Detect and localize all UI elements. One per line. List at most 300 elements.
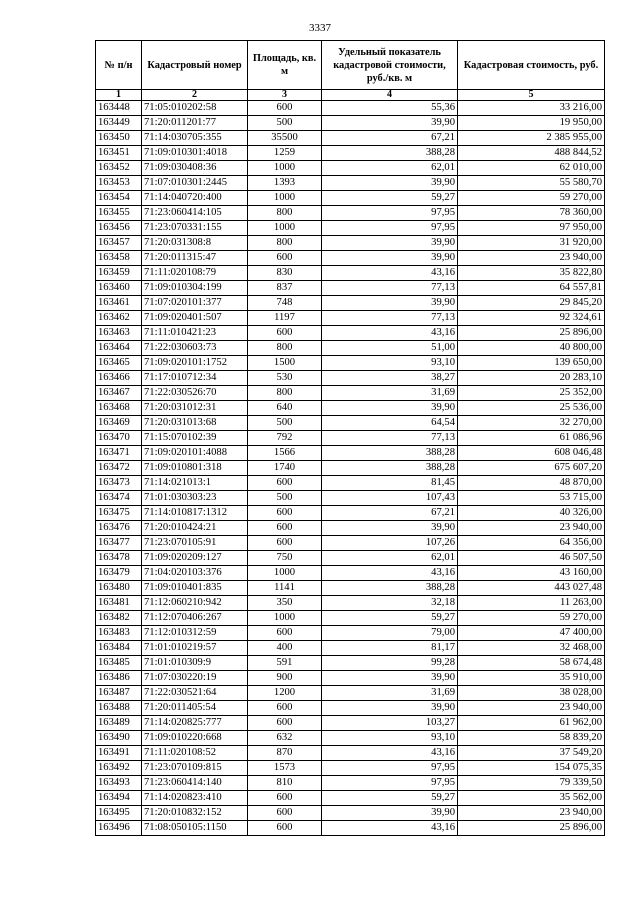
area: 1566 (248, 446, 322, 461)
table-row (96, 761, 605, 776)
cadastral-value: 37 549,20 (458, 746, 605, 761)
cadastral-number: 71:01:010219:57 (142, 641, 248, 656)
row-index: 163448 (96, 101, 142, 116)
specific-value: 39,90 (322, 251, 458, 266)
row-index: 163495 (96, 806, 142, 821)
specific-value: 55,36 (322, 101, 458, 116)
table-row (96, 806, 605, 821)
cadastral-value: 92 324,61 (458, 311, 605, 326)
row-index: 163478 (96, 551, 142, 566)
cadastral-number: 71:07:020101:377 (142, 296, 248, 311)
area: 600 (248, 101, 322, 116)
row-index: 163483 (96, 626, 142, 641)
cadastral-value: 40 326,00 (458, 506, 605, 521)
specific-value: 81,17 (322, 641, 458, 656)
row-index: 163452 (96, 161, 142, 176)
cadastral-value: 78 360,00 (458, 206, 605, 221)
cadastral-number: 71:09:020101:4088 (142, 446, 248, 461)
area: 900 (248, 671, 322, 686)
cadastral-number: 71:14:020825:777 (142, 716, 248, 731)
specific-value: 62,01 (322, 551, 458, 566)
area: 600 (248, 821, 322, 836)
table-row (96, 581, 605, 596)
table-row (96, 671, 605, 686)
table-body (96, 101, 605, 836)
cadastral-value: 97 950,00 (458, 221, 605, 236)
page-number: 3337 (309, 22, 331, 34)
specific-value: 39,90 (322, 806, 458, 821)
row-index: 163477 (96, 536, 142, 551)
cadastral-number: 71:11:010421:23 (142, 326, 248, 341)
cadastral-value: 675 607,20 (458, 461, 605, 476)
area: 400 (248, 641, 322, 656)
header-cadastral-value: Кадастровая стоимость, руб. (458, 41, 605, 90)
cadastral-value: 32 270,00 (458, 416, 605, 431)
cadastral-value: 61 962,00 (458, 716, 605, 731)
cadastral-number: 71:20:010424:21 (142, 521, 248, 536)
row-index: 163476 (96, 521, 142, 536)
row-index: 163464 (96, 341, 142, 356)
row-index: 163480 (96, 581, 142, 596)
cadastral-value: 139 650,00 (458, 356, 605, 371)
area: 1259 (248, 146, 322, 161)
row-index: 163472 (96, 461, 142, 476)
specific-value: 97,95 (322, 776, 458, 791)
row-index: 163462 (96, 311, 142, 326)
row-index: 163453 (96, 176, 142, 191)
row-index: 163470 (96, 431, 142, 446)
specific-value: 97,95 (322, 206, 458, 221)
cadastral-number: 71:09:010801:318 (142, 461, 248, 476)
specific-value: 31,69 (322, 686, 458, 701)
row-index: 163479 (96, 566, 142, 581)
row-index: 163467 (96, 386, 142, 401)
table-row (96, 131, 605, 146)
table-row (96, 236, 605, 251)
row-index: 163449 (96, 116, 142, 131)
cadastral-number: 71:14:040720:400 (142, 191, 248, 206)
area: 1573 (248, 761, 322, 776)
cadastral-value: 61 086,96 (458, 431, 605, 446)
cadastral-number: 71:22:030521:64 (142, 686, 248, 701)
table-row (96, 731, 605, 746)
specific-value: 99,28 (322, 656, 458, 671)
cadastral-number: 71:11:020108:79 (142, 266, 248, 281)
specific-value: 59,27 (322, 791, 458, 806)
cadastral-value: 23 940,00 (458, 251, 605, 266)
row-index: 163482 (96, 611, 142, 626)
header-specific-value: Удельный показатель кадастровой стоимости, руб./кв. м (322, 41, 458, 90)
area: 632 (248, 731, 322, 746)
cadastral-number: 71:07:030220:19 (142, 671, 248, 686)
row-index: 163460 (96, 281, 142, 296)
cadastral-number: 71:20:010832:152 (142, 806, 248, 821)
table-row (96, 791, 605, 806)
column-number-row (96, 90, 605, 101)
cadastral-value-table (95, 40, 605, 836)
cadastral-number: 71:09:010304:199 (142, 281, 248, 296)
row-index: 163456 (96, 221, 142, 236)
table-row (96, 461, 605, 476)
cadastral-value: 608 046,48 (458, 446, 605, 461)
cadastral-number: 71:14:020823:410 (142, 791, 248, 806)
row-index: 163474 (96, 491, 142, 506)
cadastral-number: 71:20:011201:77 (142, 116, 248, 131)
cadastral-number: 71:23:070109:815 (142, 761, 248, 776)
cadastral-number: 71:01:010309:9 (142, 656, 248, 671)
cadastral-value: 58 839,20 (458, 731, 605, 746)
specific-value: 43,16 (322, 326, 458, 341)
area: 500 (248, 116, 322, 131)
area: 1000 (248, 611, 322, 626)
cadastral-number: 71:11:020108:52 (142, 746, 248, 761)
table-row (96, 281, 605, 296)
area: 600 (248, 701, 322, 716)
specific-value: 77,13 (322, 431, 458, 446)
area: 530 (248, 371, 322, 386)
specific-value: 77,13 (322, 281, 458, 296)
area: 600 (248, 716, 322, 731)
table-row (96, 506, 605, 521)
cadastral-value: 79 339,50 (458, 776, 605, 791)
cadastral-value: 19 950,00 (458, 116, 605, 131)
row-index: 163459 (96, 266, 142, 281)
table-row (96, 566, 605, 581)
area: 800 (248, 236, 322, 251)
specific-value: 388,28 (322, 581, 458, 596)
specific-value: 38,27 (322, 371, 458, 386)
cadastral-number: 71:07:010301:2445 (142, 176, 248, 191)
specific-value: 39,90 (322, 116, 458, 131)
table-row (96, 491, 605, 506)
cadastral-value: 59 270,00 (458, 191, 605, 206)
specific-value: 51,00 (322, 341, 458, 356)
table-row (96, 551, 605, 566)
cadastral-value: 48 870,00 (458, 476, 605, 491)
specific-value: 43,16 (322, 746, 458, 761)
table-row (96, 476, 605, 491)
cadastral-value: 53 715,00 (458, 491, 605, 506)
cadastral-value: 11 263,00 (458, 596, 605, 611)
cadastral-number: 71:23:070105:91 (142, 536, 248, 551)
specific-value: 32,18 (322, 596, 458, 611)
cadastral-number: 71:14:021013:1 (142, 476, 248, 491)
table-row (96, 386, 605, 401)
specific-value: 31,69 (322, 386, 458, 401)
table-row (96, 686, 605, 701)
cadastral-value: 35 822,80 (458, 266, 605, 281)
row-index: 163481 (96, 596, 142, 611)
specific-value: 62,01 (322, 161, 458, 176)
cadastral-number: 71:14:010817:1312 (142, 506, 248, 521)
cadastral-value: 25 536,00 (458, 401, 605, 416)
area: 1000 (248, 566, 322, 581)
table-row (96, 416, 605, 431)
area: 500 (248, 416, 322, 431)
header-cadastral-number: Кадастровый номер (142, 41, 248, 90)
table-row (96, 296, 605, 311)
row-index: 163469 (96, 416, 142, 431)
row-index: 163461 (96, 296, 142, 311)
cadastral-number: 71:12:060210:942 (142, 596, 248, 611)
cadastral-value: 43 160,00 (458, 566, 605, 581)
cadastral-number: 71:23:070331:155 (142, 221, 248, 236)
row-index: 163492 (96, 761, 142, 776)
table-row (96, 176, 605, 191)
cadastral-number: 71:20:011405:54 (142, 701, 248, 716)
specific-value: 81,45 (322, 476, 458, 491)
cadastral-value: 64 557,81 (458, 281, 605, 296)
specific-value: 39,90 (322, 521, 458, 536)
cadastral-value: 32 468,00 (458, 641, 605, 656)
cadastral-number: 71:05:010202:58 (142, 101, 248, 116)
table-row (96, 431, 605, 446)
cadastral-value: 29 845,20 (458, 296, 605, 311)
cadastral-number: 71:22:030526:70 (142, 386, 248, 401)
area: 800 (248, 341, 322, 356)
row-index: 163493 (96, 776, 142, 791)
area: 600 (248, 626, 322, 641)
row-index: 163451 (96, 146, 142, 161)
cadastral-value: 59 270,00 (458, 611, 605, 626)
table-row (96, 521, 605, 536)
cadastral-number: 71:15:070102:39 (142, 431, 248, 446)
table-row (96, 626, 605, 641)
table-row (96, 101, 605, 116)
specific-value: 39,90 (322, 671, 458, 686)
specific-value: 79,00 (322, 626, 458, 641)
specific-value: 39,90 (322, 176, 458, 191)
table-row (96, 371, 605, 386)
row-index: 163486 (96, 671, 142, 686)
table-row (96, 641, 605, 656)
row-index: 163471 (96, 446, 142, 461)
cadastral-number: 71:09:020401:507 (142, 311, 248, 326)
cadastral-number: 71:09:010301:4018 (142, 146, 248, 161)
row-index: 163475 (96, 506, 142, 521)
area: 600 (248, 251, 322, 266)
column-number: 3 (248, 90, 322, 101)
area: 600 (248, 806, 322, 821)
area: 800 (248, 206, 322, 221)
table-row (96, 251, 605, 266)
cadastral-value: 443 027,48 (458, 581, 605, 596)
area: 830 (248, 266, 322, 281)
cadastral-number: 71:09:020101:1752 (142, 356, 248, 371)
area: 1000 (248, 221, 322, 236)
area: 1200 (248, 686, 322, 701)
specific-value: 388,28 (322, 461, 458, 476)
table-row (96, 116, 605, 131)
cadastral-number: 71:20:031012:31 (142, 401, 248, 416)
cadastral-value: 62 010,00 (458, 161, 605, 176)
table-row (96, 356, 605, 371)
specific-value: 97,95 (322, 221, 458, 236)
specific-value: 77,13 (322, 311, 458, 326)
cadastral-number: 71:09:030408:36 (142, 161, 248, 176)
cadastral-number: 71:20:031308:8 (142, 236, 248, 251)
table-row (96, 206, 605, 221)
specific-value: 59,27 (322, 611, 458, 626)
cadastral-number: 71:20:031013:68 (142, 416, 248, 431)
cadastral-value: 23 940,00 (458, 701, 605, 716)
cadastral-value: 25 896,00 (458, 326, 605, 341)
row-index: 163473 (96, 476, 142, 491)
cadastral-number: 71:09:010401:835 (142, 581, 248, 596)
header-index: № п/н (96, 41, 142, 90)
header-row (96, 41, 605, 90)
specific-value: 39,90 (322, 401, 458, 416)
row-index: 163485 (96, 656, 142, 671)
row-index: 163484 (96, 641, 142, 656)
table-row (96, 716, 605, 731)
cadastral-number: 71:09:010220:668 (142, 731, 248, 746)
area: 1393 (248, 176, 322, 191)
specific-value: 43,16 (322, 566, 458, 581)
cadastral-value: 488 844,52 (458, 146, 605, 161)
specific-value: 388,28 (322, 446, 458, 461)
table-row (96, 821, 605, 836)
cadastral-number: 71:22:030603:73 (142, 341, 248, 356)
area: 1500 (248, 356, 322, 371)
specific-value: 43,16 (322, 266, 458, 281)
cadastral-value: 23 940,00 (458, 806, 605, 821)
table-row (96, 146, 605, 161)
row-index: 163490 (96, 731, 142, 746)
cadastral-value: 35 562,00 (458, 791, 605, 806)
cadastral-value: 58 674,48 (458, 656, 605, 671)
area: 591 (248, 656, 322, 671)
cadastral-number: 71:23:060414:140 (142, 776, 248, 791)
table-row (96, 446, 605, 461)
area: 600 (248, 791, 322, 806)
row-index: 163491 (96, 746, 142, 761)
cadastral-value: 23 940,00 (458, 521, 605, 536)
area: 837 (248, 281, 322, 296)
cadastral-value: 31 920,00 (458, 236, 605, 251)
area: 1000 (248, 161, 322, 176)
row-index: 163465 (96, 356, 142, 371)
row-index: 163488 (96, 701, 142, 716)
area: 640 (248, 401, 322, 416)
specific-value: 59,27 (322, 191, 458, 206)
area: 500 (248, 491, 322, 506)
area: 1141 (248, 581, 322, 596)
cadastral-value: 55 580,70 (458, 176, 605, 191)
column-number: 5 (458, 90, 605, 101)
table-row (96, 656, 605, 671)
cadastral-number: 71:20:011315:47 (142, 251, 248, 266)
area: 792 (248, 431, 322, 446)
table-row (96, 701, 605, 716)
specific-value: 39,90 (322, 296, 458, 311)
area: 600 (248, 536, 322, 551)
row-index: 163463 (96, 326, 142, 341)
column-number: 4 (322, 90, 458, 101)
cadastral-value: 33 216,00 (458, 101, 605, 116)
table-row (96, 221, 605, 236)
area: 800 (248, 386, 322, 401)
table-row (96, 191, 605, 206)
row-index: 163458 (96, 251, 142, 266)
area: 350 (248, 596, 322, 611)
cadastral-value: 40 800,00 (458, 341, 605, 356)
specific-value: 39,90 (322, 701, 458, 716)
cadastral-value: 20 283,10 (458, 371, 605, 386)
specific-value: 388,28 (322, 146, 458, 161)
row-index: 163450 (96, 131, 142, 146)
cadastral-number: 71:01:030303:23 (142, 491, 248, 506)
area: 1000 (248, 191, 322, 206)
specific-value: 67,21 (322, 131, 458, 146)
area: 600 (248, 476, 322, 491)
row-index: 163494 (96, 791, 142, 806)
table-row (96, 746, 605, 761)
cadastral-value: 2 385 955,00 (458, 131, 605, 146)
table-row (96, 326, 605, 341)
cadastral-value: 64 356,00 (458, 536, 605, 551)
cadastral-number: 71:08:050105:1150 (142, 821, 248, 836)
area: 750 (248, 551, 322, 566)
specific-value: 97,95 (322, 761, 458, 776)
row-index: 163457 (96, 236, 142, 251)
row-index: 163489 (96, 716, 142, 731)
specific-value: 93,10 (322, 731, 458, 746)
table-row (96, 776, 605, 791)
specific-value: 107,43 (322, 491, 458, 506)
cadastral-value: 25 352,00 (458, 386, 605, 401)
table-row (96, 161, 605, 176)
area: 1740 (248, 461, 322, 476)
cadastral-number: 71:04:020103:376 (142, 566, 248, 581)
table-row (96, 401, 605, 416)
cadastral-value: 35 910,00 (458, 671, 605, 686)
row-index: 163487 (96, 686, 142, 701)
row-index: 163454 (96, 191, 142, 206)
table-row (96, 266, 605, 281)
area: 1197 (248, 311, 322, 326)
table-row (96, 536, 605, 551)
cadastral-number: 71:09:020209:127 (142, 551, 248, 566)
cadastral-number: 71:14:030705:355 (142, 131, 248, 146)
specific-value: 39,90 (322, 236, 458, 251)
specific-value: 43,16 (322, 821, 458, 836)
cadastral-number: 71:12:010312:59 (142, 626, 248, 641)
cadastral-value: 154 075,35 (458, 761, 605, 776)
cadastral-value: 46 507,50 (458, 551, 605, 566)
area: 35500 (248, 131, 322, 146)
row-index: 163466 (96, 371, 142, 386)
cadastral-number: 71:23:060414:105 (142, 206, 248, 221)
specific-value: 103,27 (322, 716, 458, 731)
area: 870 (248, 746, 322, 761)
specific-value: 67,21 (322, 506, 458, 521)
table-row (96, 341, 605, 356)
specific-value: 107,26 (322, 536, 458, 551)
specific-value: 93,10 (322, 356, 458, 371)
cadastral-number: 71:17:010712:34 (142, 371, 248, 386)
cadastral-value: 25 896,00 (458, 821, 605, 836)
area: 600 (248, 506, 322, 521)
area: 748 (248, 296, 322, 311)
header-area: Площадь, кв. м (248, 41, 322, 90)
table-row (96, 596, 605, 611)
cadastral-number: 71:12:070406:267 (142, 611, 248, 626)
column-number: 2 (142, 90, 248, 101)
column-number: 1 (96, 90, 142, 101)
area: 600 (248, 521, 322, 536)
cadastral-value: 47 400,00 (458, 626, 605, 641)
